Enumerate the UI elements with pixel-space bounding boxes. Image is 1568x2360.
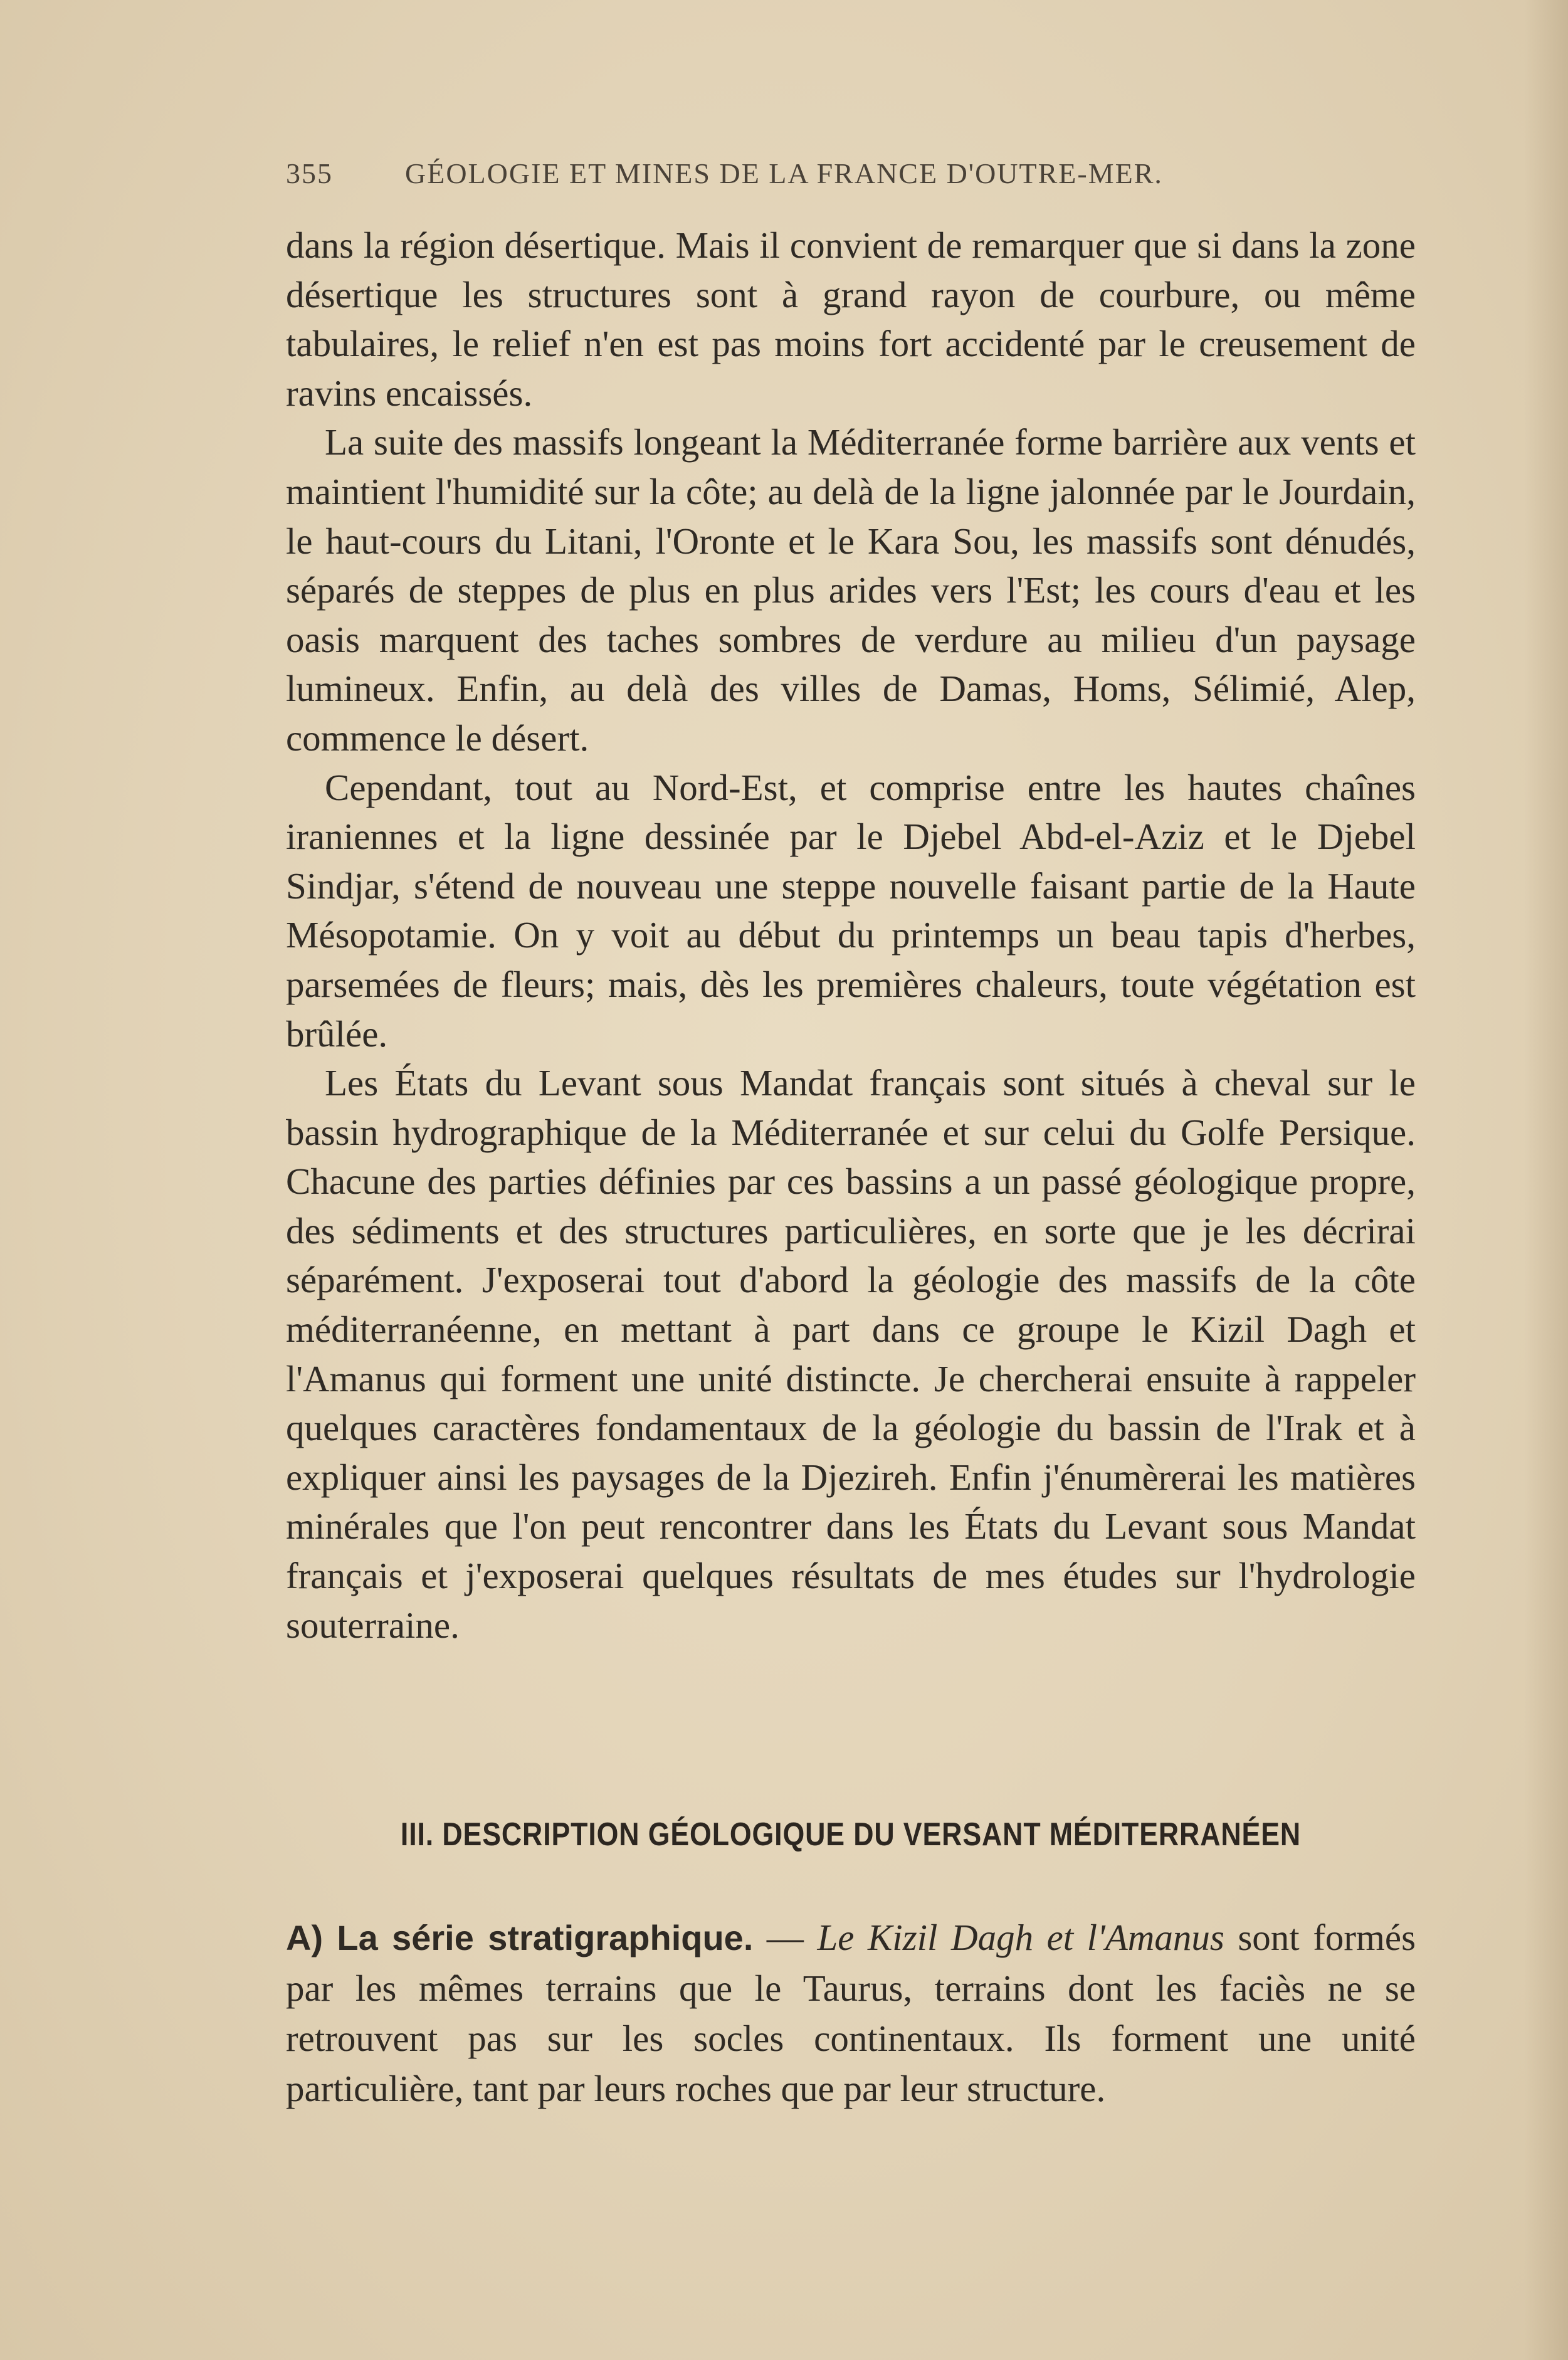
subsection-label: A) La série stratigraphique. bbox=[286, 1918, 754, 1957]
paragraph-3: Cependant, tout au Nord-Est, et comprise entre les hautes chaînes iraniennes et la ligne dessinée par le Djebel Abd-el-Aziz et le Djebel Sindjar, s'étend de nouveau une steppe nouvelle faisant partie de la Haute Mésopotamie. On y voit au début du printemps un beau tapis d'herbes, parsemées de fleurs; mais, dès les premières chaleurs, toute végétation est brûlée. bbox=[286, 766, 1416, 1055]
running-title: GÉOLOGIE ET MINES DE LA FRANCE D'OUTRE-MER. bbox=[405, 157, 1163, 189]
subsection-body: sont formés par les mêmes terrains que le Taurus, terrains dont les faciès ne se retrouvent pas sur les socles continentaux. Ils forment une unité particulière, tant par leurs roches que par leur structure. bbox=[286, 1917, 1416, 2109]
subsection-paragraph bbox=[286, 1912, 1416, 2114]
page-edge-shadow bbox=[1524, 0, 1568, 2360]
running-header bbox=[286, 157, 1264, 190]
page-number: 355 bbox=[286, 157, 333, 189]
paragraph-2: La suite des massifs longeant la Méditerranée forme barrière aux vents et maintient l'humidité sur la côte; au delà de la ligne jalonnée par le Jourdain, le haut-cours du Litani, l'Oronte et le Kara Sou, les massifs sont dénudés, séparés de steppes de plus en plus arides vers l'Est; les cours d'eau et les oasis marquent des taches sombres de verdure au milieu d'un paysage lumineux. Enfin, au delà des villes de Damas, Homs, Sélimié, Alep, commence le désert. bbox=[286, 421, 1416, 759]
body-text bbox=[286, 221, 1416, 1650]
paragraph-1: dans la région désertique. Mais il convient de remarquer que si dans la zone désertique les structures sont à grand rayon de courbure, ou même tabulaires, le relief n'en est pas moins fort accidenté par le creusement de ravins encaissés. bbox=[286, 224, 1416, 414]
section-title: III. DESCRIPTION GÉOLOGIQUE DU VERSANT MÉDITERRANÉEN bbox=[400, 1816, 1302, 1853]
subsection-dash: — bbox=[753, 1917, 818, 1958]
subsection-text bbox=[286, 1912, 1416, 2114]
paragraph-4: Les États du Levant sous Mandat français sont situés à cheval sur le bassin hydrographique de la Méditerranée et sur celui du Golfe Persique. Chacune des parties définies par ces bassins a un passé géologique propre, des sédiments et des structures particulières, en sorte que je les décrirai séparément. J'exposerai tout d'abord la géologie des massifs de la côte méditerranéenne, en mettant à part dans ce groupe le Kizil Dagh et l'Amanus qui forment une unité distincte. Je chercherai ensuite à rappeler quelques caractères fondamentaux de la géologie du bassin de l'Irak et à expliquer ainsi les paysages de la Djezireh. Enfin j'énumèrerai les matières minérales que l'on peut rencontrer dans les États du Levant sous Mandat français et j'exposerai quelques résultats de mes études sur l'hydrologie souterraine. bbox=[286, 1062, 1416, 1646]
subsection-italic-lead: Le Kizil Dagh et l'Amanus bbox=[817, 1917, 1224, 1958]
